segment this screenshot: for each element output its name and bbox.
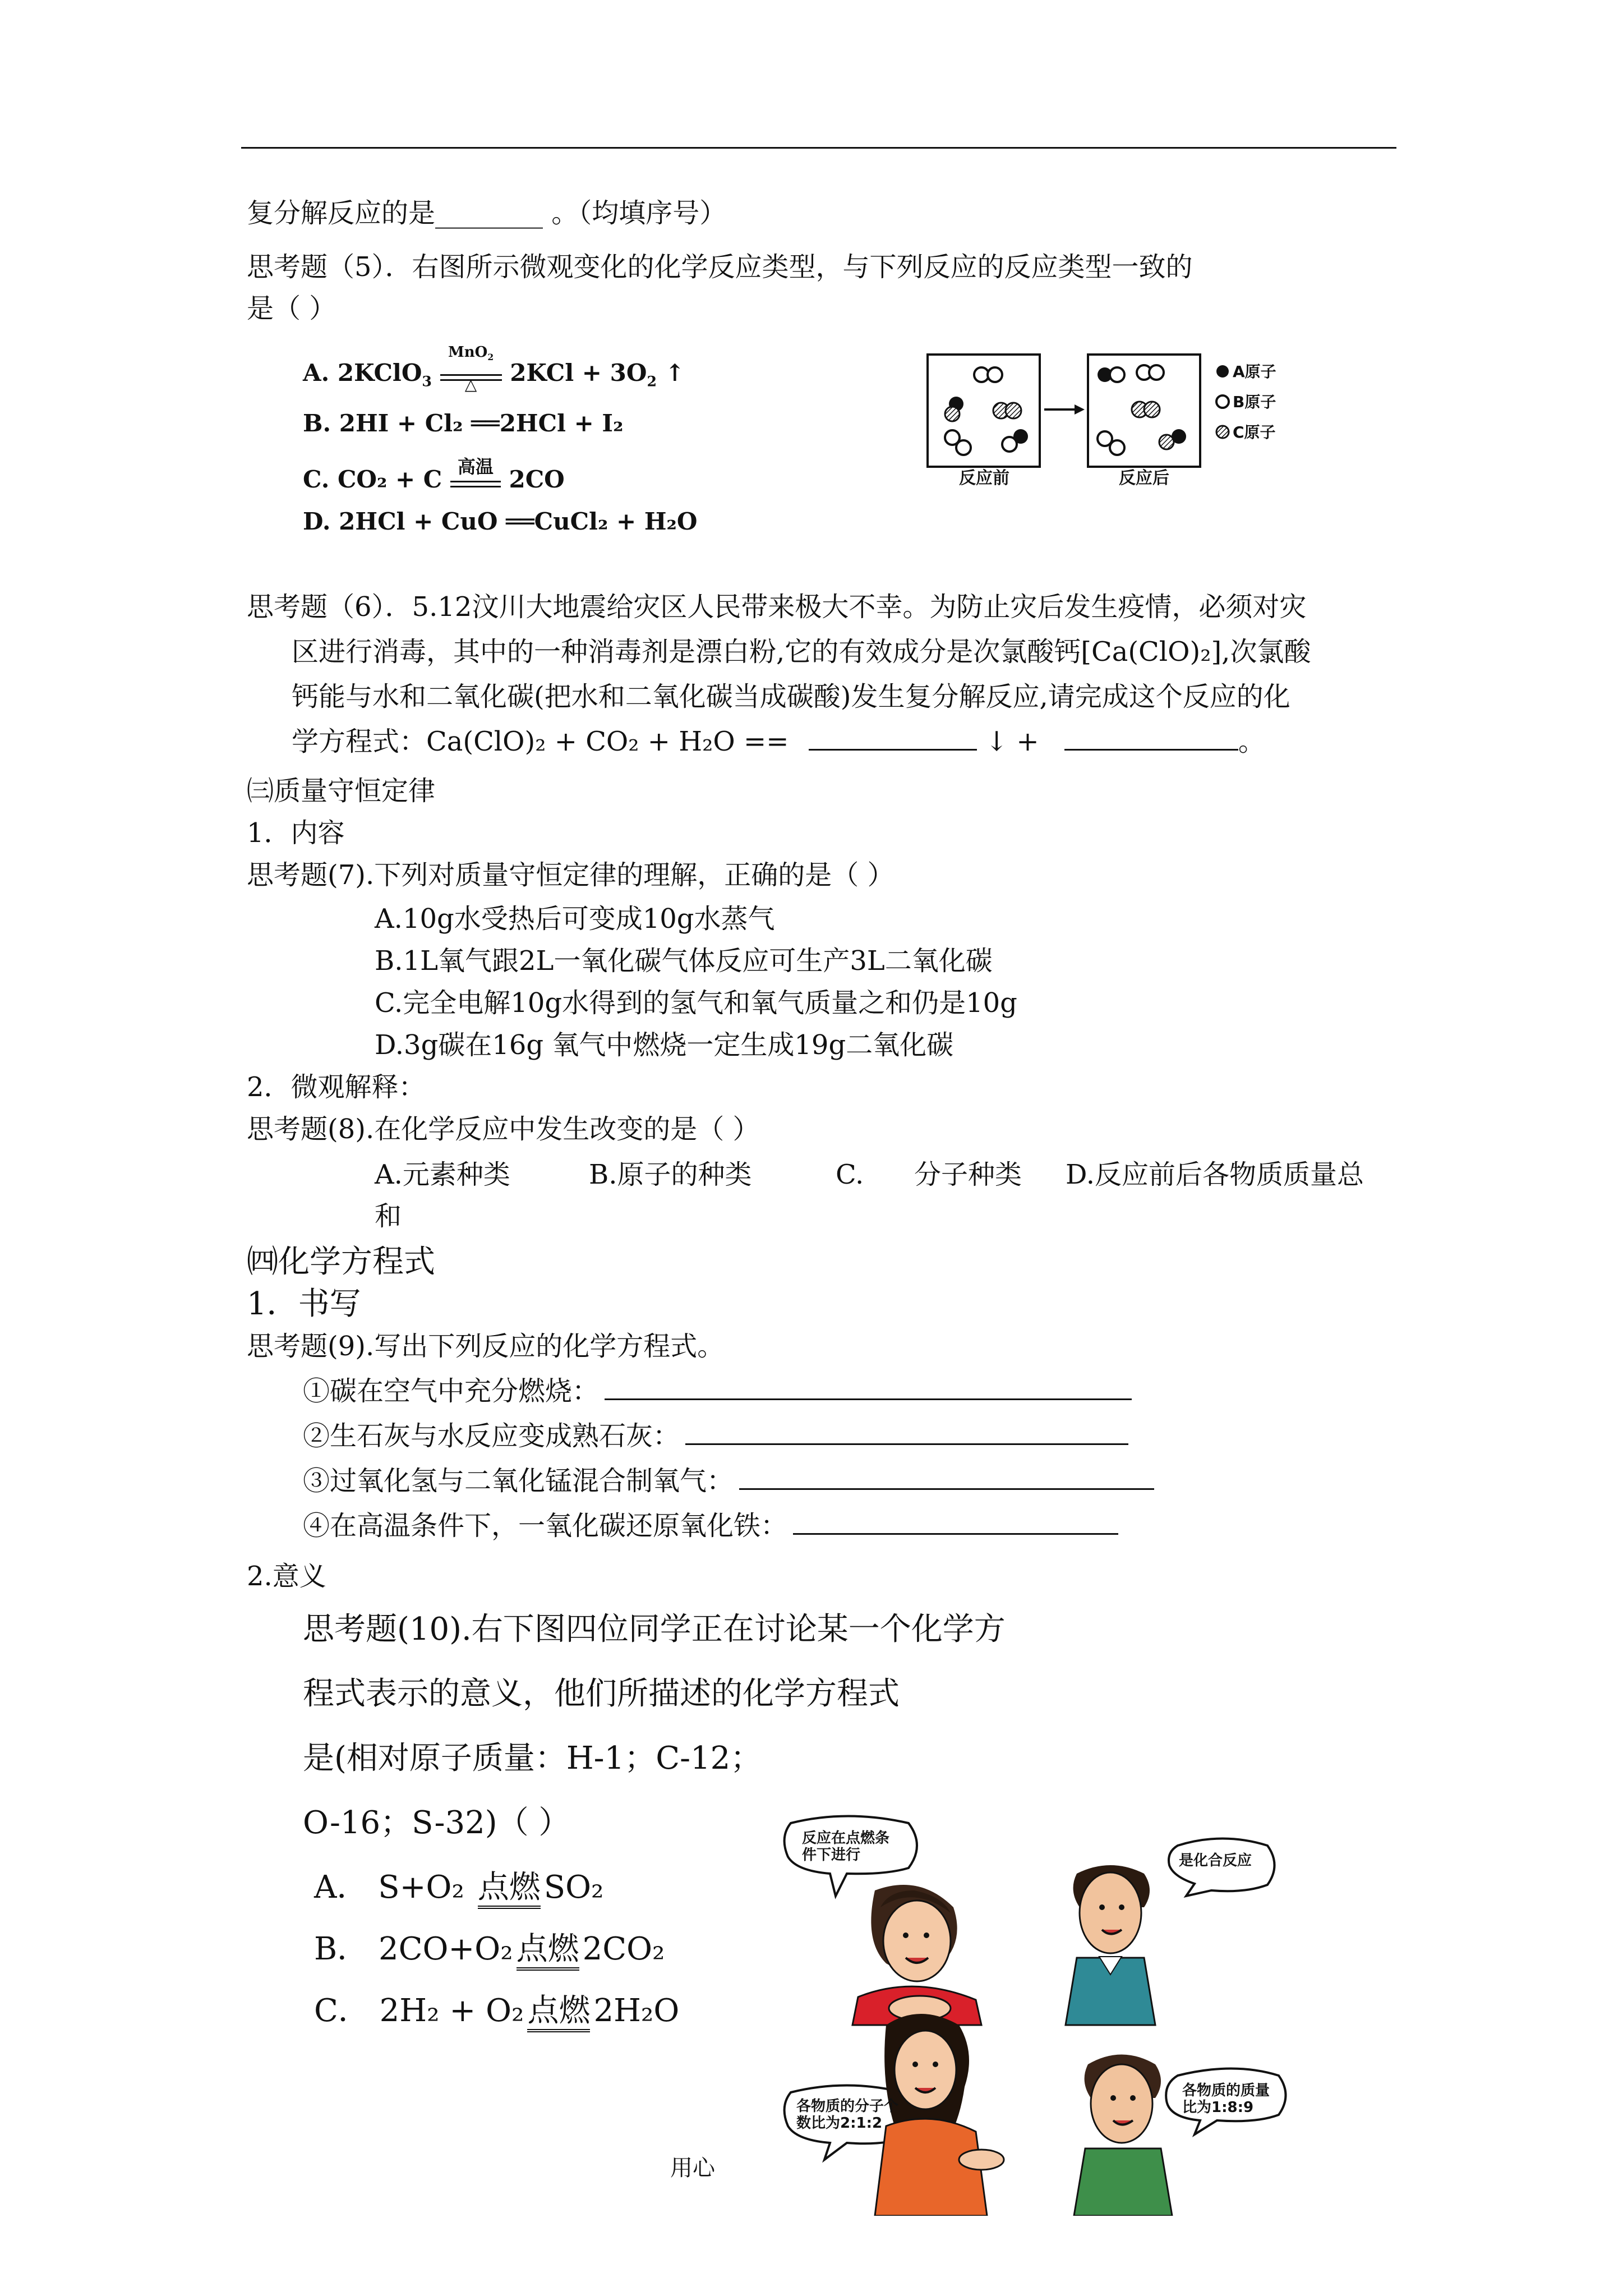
- legend-b-label: B原子: [1233, 393, 1276, 411]
- q8-option-a: A.元素种类: [375, 1159, 510, 1190]
- bubble-3-text: 各物质的分子个数比为2:1:2: [796, 2098, 899, 2132]
- q7-option-a: A.10g水受热后可变成10g水蒸气: [375, 903, 775, 935]
- q5-option-d: D. 2HCl + CuO ══CuCl₂ + H₂O: [303, 508, 698, 535]
- q9-stem: 思考题(9).写出下列反应的化学方程式。: [247, 1331, 725, 1362]
- q5-option-a: A. 2KClO$_3$ MnO$_2$ △ $2KCl + 3O_2$ ↑: [303, 344, 685, 394]
- section3-title: ㈢质量守恒定律: [247, 775, 436, 807]
- question-tail-line: 复分解反应的是________ 。（均填序号）: [247, 197, 727, 229]
- legend-a-label: A原子: [1233, 362, 1276, 381]
- q8-option-d: D.反应前后各物质质量总: [1066, 1159, 1364, 1190]
- q10-line4: O-16；S-32)（ ）: [303, 1805, 570, 1841]
- q7-stem: 思考题(7).下列对质量守恒定律的理解，正确的是（ ）: [247, 859, 895, 891]
- q10-cartoon: [774, 1812, 1368, 2216]
- q7-option-b: B.1L氧气跟2L一氧化碳气体反应可生产3L二氧化碳: [375, 945, 993, 977]
- footer-text: 用心: [670, 2155, 715, 2181]
- q5-option-b: B. 2HI + Cl₂ ══2HCl + I₂: [303, 409, 624, 437]
- legend-c-label: C原子: [1233, 423, 1276, 441]
- q8-option-c-text: 分子种类: [914, 1159, 1022, 1190]
- q9-blank-4[interactable]: [793, 1511, 1118, 1535]
- student-4-figure: [1074, 2055, 1172, 2216]
- q5-line1: 思考题（5）．右图所示微观变化的化学反应类型，与下列反应的反应类型一致的: [247, 251, 1193, 283]
- section3-sub2: 2．微观解释：: [247, 1071, 426, 1103]
- q9-item-4: ④在高温条件下，一氧化碳还原氧化铁：: [303, 1509, 1118, 1543]
- after-label: 反应后: [1119, 468, 1169, 488]
- q6-line1: 思考题（6）．5.12汶川大地震给灾区人民带来极大不幸。为防止灾后发生疫情，必须对灾: [247, 591, 1307, 623]
- q9-blank-2[interactable]: [685, 1421, 1128, 1445]
- q9-item-1: ①碳在空气中充分燃烧：: [303, 1374, 1132, 1408]
- section4-sub2: 2.意义: [247, 1561, 326, 1592]
- bubble-4-text: 各物质的质量比为1:8:9: [1182, 2082, 1270, 2116]
- section3-sub1: 1．内容: [247, 817, 345, 849]
- q8-option-b: B.原子的种类: [589, 1159, 752, 1190]
- q5-option-c: C. CO₂ + C 高温 2CO: [303, 456, 565, 493]
- q7-option-d: D.3g碳在16g 氧气中燃烧一定生成19g二氧化碳: [375, 1029, 954, 1061]
- student-2-figure: [1066, 1865, 1155, 2025]
- q9-blank-1[interactable]: [605, 1376, 1132, 1400]
- q6-blank-2[interactable]: [1064, 726, 1238, 751]
- q6-line2: 区进行消毒，其中的一种消毒剂是漂白粉,它的有效成分是次氯酸钙[Ca(ClO)₂],次氯酸: [292, 636, 1311, 668]
- q10-line1: 思考题(10).右下图四位同学正在讨论某一个化学方: [303, 1611, 1006, 1648]
- q10-line2: 程式表示的意义，他们所描述的化学方程式: [303, 1676, 900, 1712]
- q8-option-c: C.: [836, 1159, 864, 1190]
- q10-option-a: A． S+O₂ 点燃 SO₂: [314, 1868, 603, 1907]
- student-1-figure: [852, 1885, 981, 2025]
- q8-stem: 思考题(8).在化学反应中发生改变的是（ ）: [247, 1114, 760, 1145]
- q6-line4: 学方程式：Ca(ClO)₂ + CO₂ + H₂O == ↓ + 。: [292, 726, 1265, 757]
- before-label: 反应前: [959, 468, 1009, 488]
- q9-item-2: ②生石灰与水反应变成熟石灰：: [303, 1419, 1128, 1453]
- q8-option-d-wrap: 和: [375, 1200, 402, 1232]
- bubble-2-text: 是化合反应: [1179, 1852, 1252, 1869]
- q7-option-c: C.完全电解10g水得到的氢气和氧气质量之和仍是10g: [375, 987, 1017, 1019]
- q5-line2: 是（ ）: [247, 293, 336, 324]
- q10-option-c: C． 2H₂ + O₂ 点燃 2H₂O: [314, 1991, 679, 2031]
- header-rule: [241, 147, 1396, 149]
- q9-item-3: ③过氧化氢与二氧化锰混合制氧气：: [303, 1464, 1154, 1498]
- bubble-1-text: 反应在点燃条件下进行: [802, 1830, 890, 1864]
- q10-line3: 是(相对原子质量：H-1；C-12；: [303, 1740, 762, 1777]
- q10-option-b: B． 2CO+O₂ 点燃 2CO₂: [314, 1930, 665, 1969]
- q6-line3: 钙能与水和二氧化碳(把水和二氧化碳当成碳酸)发生复分解反应,请完成这个反应的化: [292, 681, 1290, 712]
- section4-title: ㈣化学方程式: [247, 1244, 435, 1280]
- q6-blank-1[interactable]: [809, 726, 977, 751]
- section4-sub1: 1．书写: [247, 1286, 361, 1322]
- q9-blank-3[interactable]: [739, 1466, 1154, 1490]
